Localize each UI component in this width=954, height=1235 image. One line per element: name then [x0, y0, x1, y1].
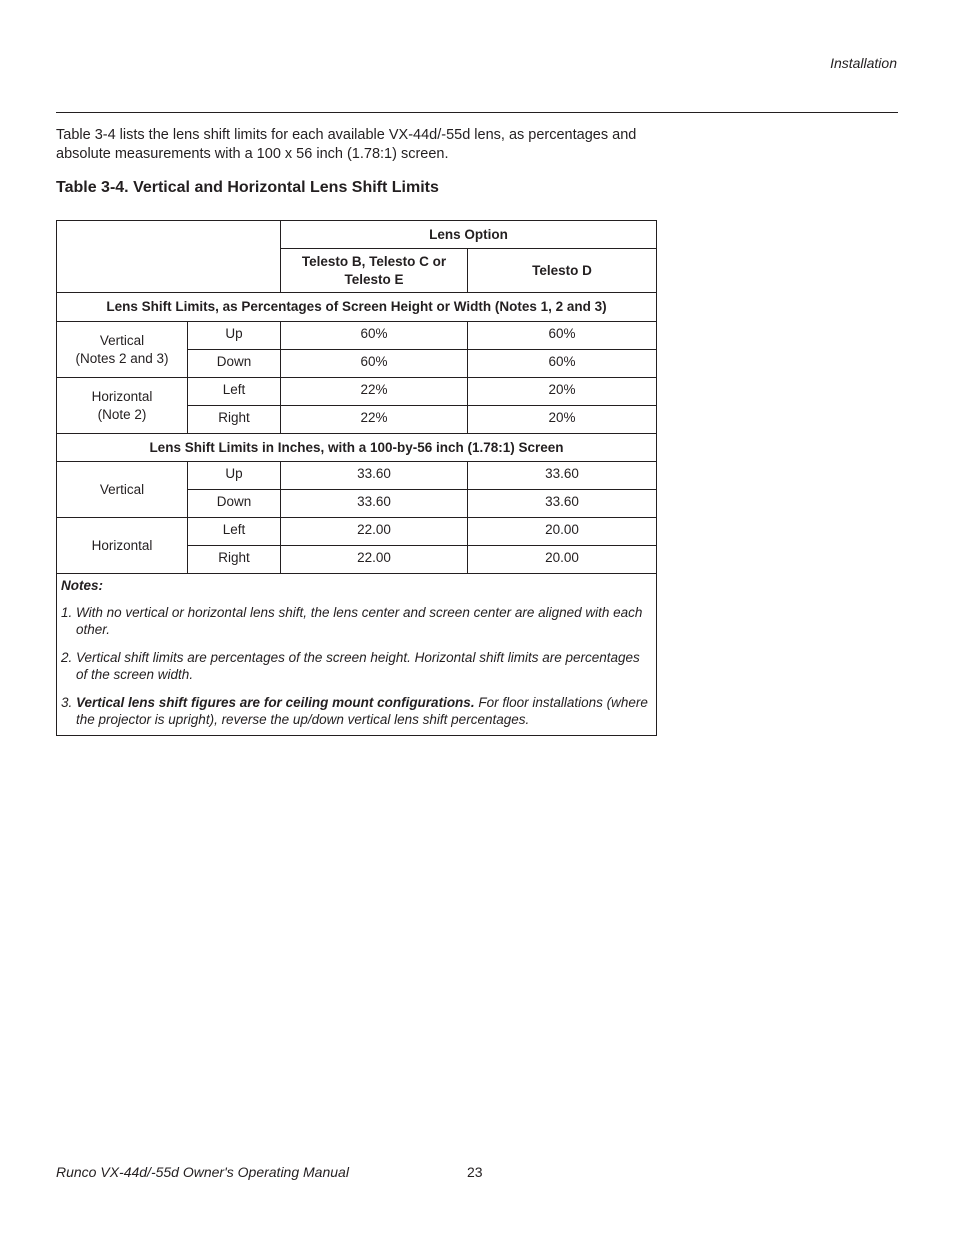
note-item [61, 649, 650, 684]
row-group-horizontal: Horizontal [57, 518, 188, 574]
lens-option-header: Lens Option [281, 221, 657, 249]
intro-paragraph: Table 3-4 lists the lens shift limits for each available VX-44d/-55d lens, as percentages and absolute measurements with a 100 x 56 inch (1.78:1) screen. [56, 127, 637, 162]
row-group-label: Horizontal [91, 388, 153, 404]
note-text: With no vertical or horizontal lens shift, the lens center and screen center are aligned with each other. [76, 604, 643, 637]
table-cell: 33.60 [468, 462, 657, 490]
column-header-telesto-d: Telesto D [468, 249, 657, 293]
direction-label: Right [188, 546, 281, 574]
direction-label: Down [188, 350, 281, 378]
direction-label: Up [188, 322, 281, 350]
note-number: 2. [61, 649, 73, 665]
row-group-vertical [57, 322, 188, 378]
table-cell: 22% [281, 378, 468, 406]
table-cell: 20% [468, 406, 657, 434]
page-number: 23 [467, 1164, 483, 1180]
table-cell: 60% [468, 350, 657, 378]
note-text: For floor installations (where the projector is upright), reverse the up/down vertical lens shift percentages. [76, 694, 648, 727]
running-header: Installation [830, 55, 897, 71]
note-item [61, 694, 650, 729]
table-cell: 60% [281, 350, 468, 378]
table-title: Table 3-4. Vertical and Horizontal Lens Shift Limits [56, 179, 439, 196]
table-corner-cell [57, 221, 281, 293]
direction-label: Left [188, 378, 281, 406]
note-item [61, 604, 650, 639]
table-cell: 20.00 [468, 546, 657, 574]
direction-label: Down [188, 490, 281, 518]
notes-cell [57, 574, 657, 736]
header-rule [56, 112, 898, 113]
direction-label: Up [188, 462, 281, 490]
table-cell: 33.60 [281, 462, 468, 490]
row-group-horizontal [57, 378, 188, 434]
table-cell: 33.60 [281, 490, 468, 518]
table-cell: 33.60 [468, 490, 657, 518]
table-cell: 20.00 [468, 518, 657, 546]
table-cell: 22.00 [281, 546, 468, 574]
lens-shift-table [56, 220, 657, 736]
table-cell: 22.00 [281, 518, 468, 546]
row-group-label: Vertical [99, 332, 145, 348]
column-header-telesto-bce: Telesto B, Telesto C or Telesto E [281, 249, 468, 293]
note-number: 1. [61, 604, 73, 620]
table-cell: 20% [468, 378, 657, 406]
table-cell: 60% [281, 322, 468, 350]
row-group-note: (Note 2) [97, 406, 147, 422]
direction-label: Left [188, 518, 281, 546]
section-header-inches: Lens Shift Limits in Inches, with a 100-by-56 inch (1.78:1) Screen [57, 434, 657, 462]
notes-heading: Notes: [61, 578, 104, 593]
row-group-vertical: Vertical [57, 462, 188, 518]
section-header-percentages: Lens Shift Limits, as Percentages of Screen Height or Width (Notes 1, 2 and 3) [57, 293, 657, 322]
row-group-note: (Notes 2 and 3) [75, 350, 169, 366]
note-text: Vertical shift limits are percentages of the screen height. Horizontal shift limits are percentages of the screen width. [76, 649, 640, 682]
table-cell: 60% [468, 322, 657, 350]
note-number: 3. [61, 694, 73, 710]
note-bold-text: Vertical lens shift figures are for ceiling mount configurations. [76, 694, 475, 710]
table-cell: 22% [281, 406, 468, 434]
footer-manual-title: Runco VX-44d/-55d Owner's Operating Manual [56, 1164, 349, 1180]
direction-label: Right [188, 406, 281, 434]
